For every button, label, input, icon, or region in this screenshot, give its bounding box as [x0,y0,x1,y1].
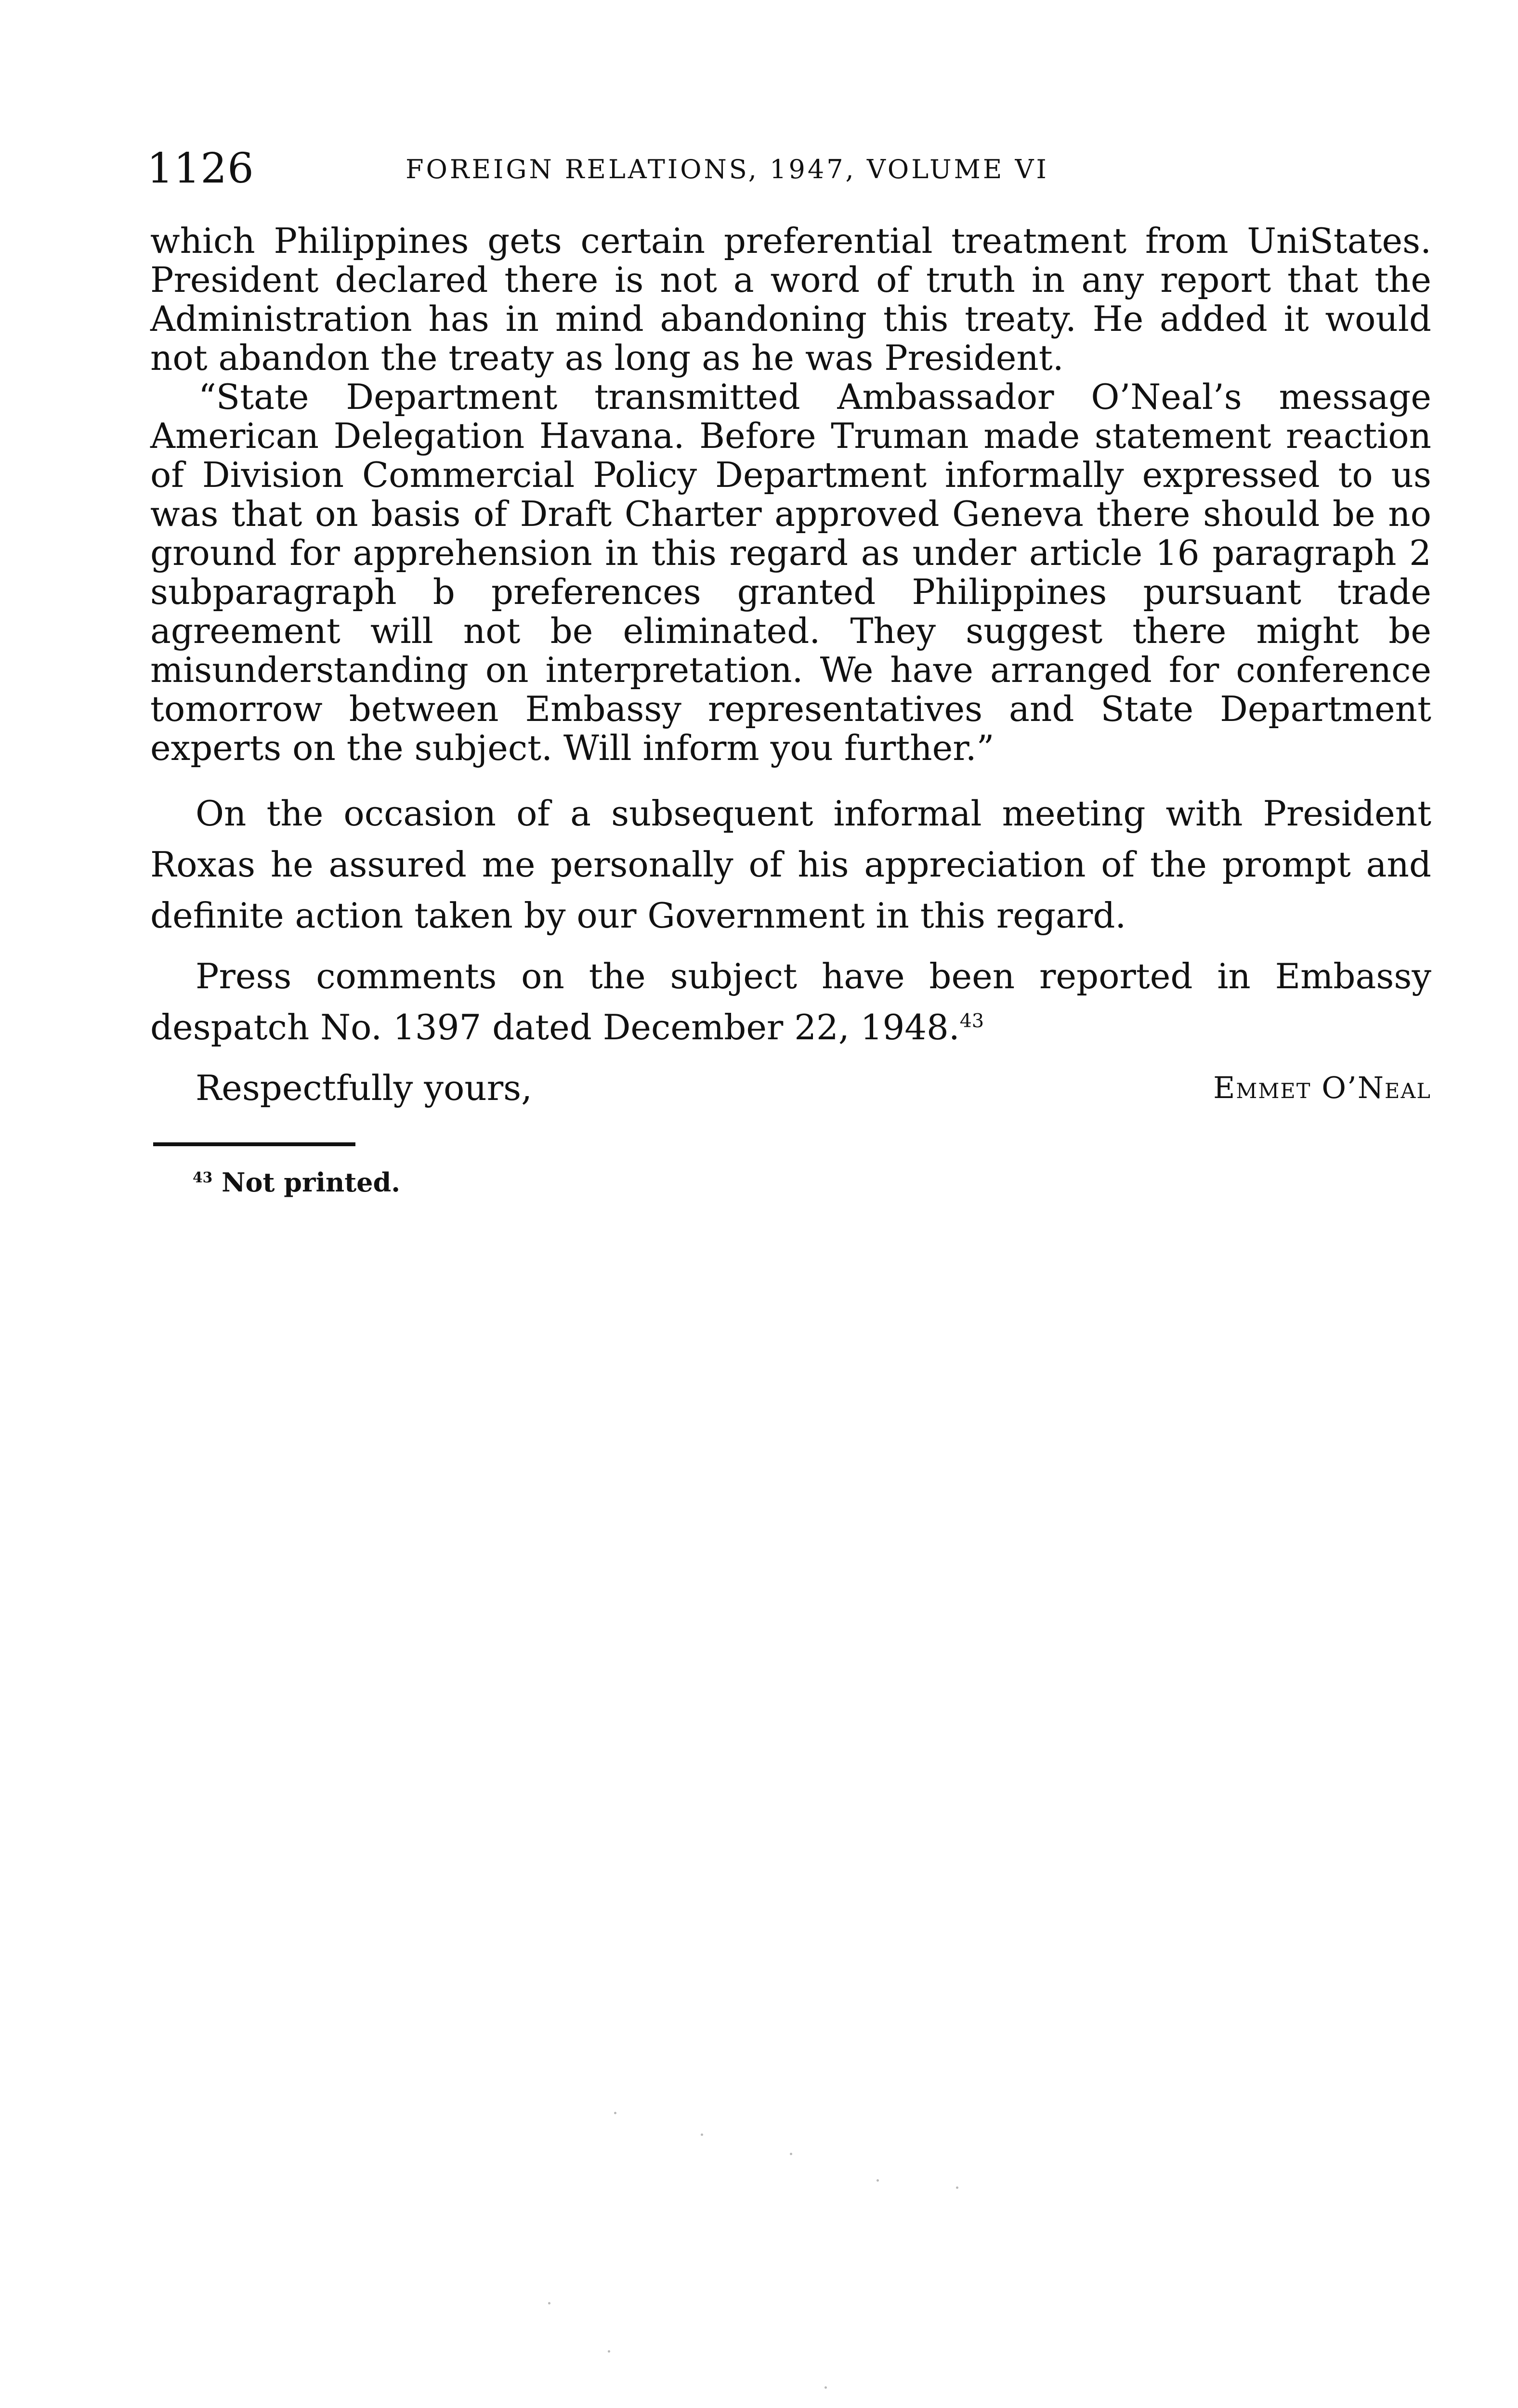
paper-speck [824,2386,827,2389]
footnote-text: Not printed. [222,1167,401,1198]
footnote-reference: 43 [959,1010,984,1032]
paper-speck [614,2112,616,2114]
paper-speck [956,2186,958,2189]
footnote-rule [153,1142,355,1146]
signature: Emmet O’Neal [1213,1070,1431,1105]
letter-body [150,788,1431,1113]
letter-paragraph-2 [150,951,1431,1053]
quote-paragraph-2: “State Department transmitted Ambassador O’Neal’s message American Delegation Havana. Before Truman made statement reaction of Division Commercial Policy Department informally expressed to us was that on basis of Draft Charter approved Geneva there should be no ground for apprehension in this regard as under article 16 paragraph 2 subparagraph b preferences granted Philippines pursuant trade agreement will not be eliminated. They suggest there might be misunderstanding on interpretation. We have arranged for conference tomorrow between Embassy representatives and State Department experts on the subject. Will inform you further.” [150,377,1431,768]
footnote [193,1165,400,1199]
running-head [147,144,1438,197]
paper-speck [877,2179,879,2182]
closing-line [150,1062,1431,1113]
letter-paragraph-2-text: Press comments on the subject have been reported in Embassy despatch No. 1397 dated December 22, 1948. [150,956,1431,1047]
footnote-number: 43 [193,1169,213,1186]
quoted-telegram [150,222,1431,768]
letter-paragraph-1: On the occasion of a subsequent informal meeting with President Roxas he assured me personally of his appreciation of the prompt and definite action taken by our Government in this regard. [150,793,1431,936]
running-title: FOREIGN RELATIONS, 1947, VOLUME VI [406,154,1049,184]
paper-speck [608,2350,610,2353]
paper-speck [548,2302,550,2304]
paper-speck [701,2133,703,2136]
quote-paragraph-1: which Philippines gets certain preferential treatment from UniStates. President declared there is not a word of truth in any report that the Administration has in mind abandoning this treaty. He added it would not abandon the treaty as long as he was President. [150,221,1431,378]
paper-speck [790,2153,792,2155]
valediction: Respectfully yours, [196,1068,533,1108]
page-number: 1126 [147,144,254,193]
body-text [150,222,1431,1113]
